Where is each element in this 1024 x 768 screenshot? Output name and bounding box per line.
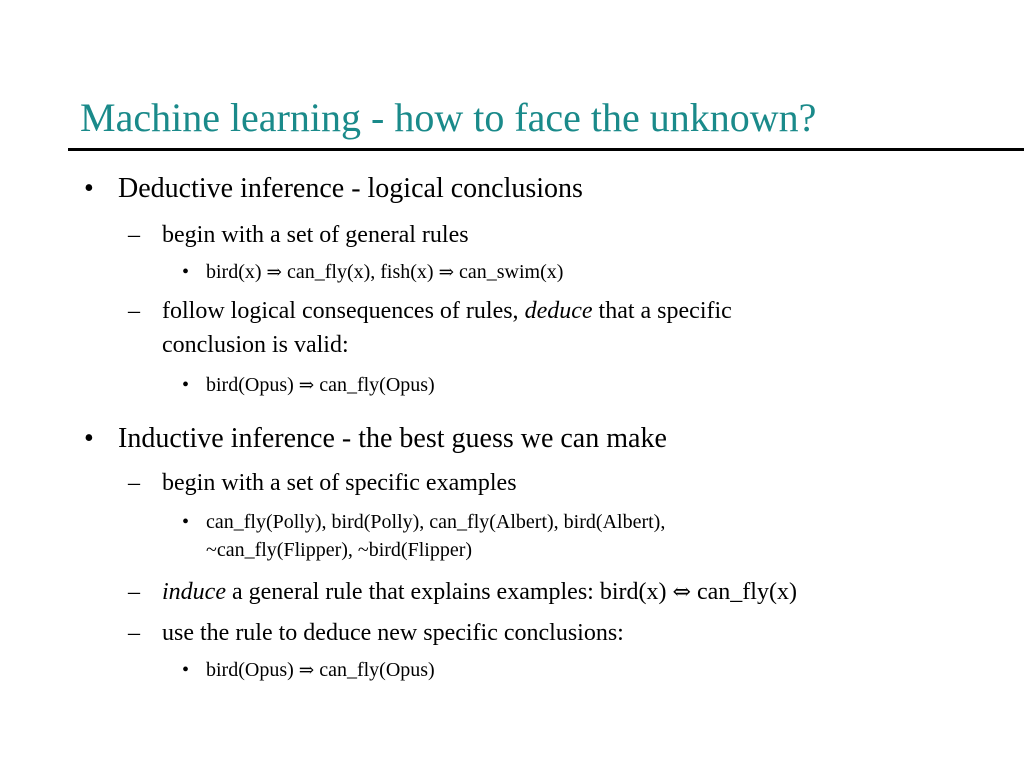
bullet-text: Deductive inference - logical conclusions — [118, 173, 583, 204]
title-divider — [68, 148, 1024, 151]
example-text: bird(Opus) ⇒ can_fly(Opus) — [206, 374, 435, 396]
example-text: can_fly(Polly), bird(Polly), can_fly(Albert), bird(Albert), — [206, 511, 666, 533]
subbullet-text: follow logical consequences of rules, deduce that a specific — [162, 298, 732, 324]
example-text: ~can_fly(Flipper), ~bird(Flipper) — [206, 539, 473, 561]
subbullet-text: begin with a set of general rules — [162, 222, 469, 248]
implies-icon: ⇒ — [266, 262, 282, 283]
bullet-marker: • — [182, 659, 190, 681]
implies-icon: ⇒ — [298, 660, 315, 681]
dash-marker: – — [128, 620, 140, 646]
bullet-marker: • — [182, 374, 190, 396]
implies-icon: ⇒ — [438, 262, 455, 283]
page-title: Machine learning - how to face the unknown? — [80, 95, 817, 140]
bullet-text: Inductive inference - the best guess we can make — [118, 423, 667, 454]
bullet-marker: • — [182, 261, 190, 283]
example-text: bird(Opus) ⇒ can_fly(Opus) — [206, 659, 435, 681]
dash-marker: – — [128, 470, 140, 496]
dash-marker: – — [128, 579, 140, 605]
bullet-marker: • — [182, 511, 190, 533]
dash-marker: – — [128, 298, 140, 324]
dash-marker: – — [128, 222, 140, 248]
subbullet-text: use the rule to deduce new specific conclusions: — [162, 620, 624, 646]
bullet-marker: • — [84, 173, 94, 204]
subbullet-text: begin with a set of specific examples — [162, 470, 517, 496]
equivalence-icon: ⇔ — [672, 580, 691, 605]
subbullet-text: conclusion is valid: — [162, 332, 349, 358]
emphasis-deduce: deduce — [524, 298, 593, 324]
bullet-marker: • — [84, 423, 94, 454]
example-text: bird(x) ⇒ can_fly(x), fish(x) ⇒ can_swim(x) — [206, 261, 564, 283]
emphasis-induce: induce — [162, 579, 226, 605]
subbullet-text: induce a general rule that explains examples: bird(x) ⇔ can_fly(x) — [162, 579, 797, 605]
implies-icon: ⇒ — [298, 375, 315, 396]
